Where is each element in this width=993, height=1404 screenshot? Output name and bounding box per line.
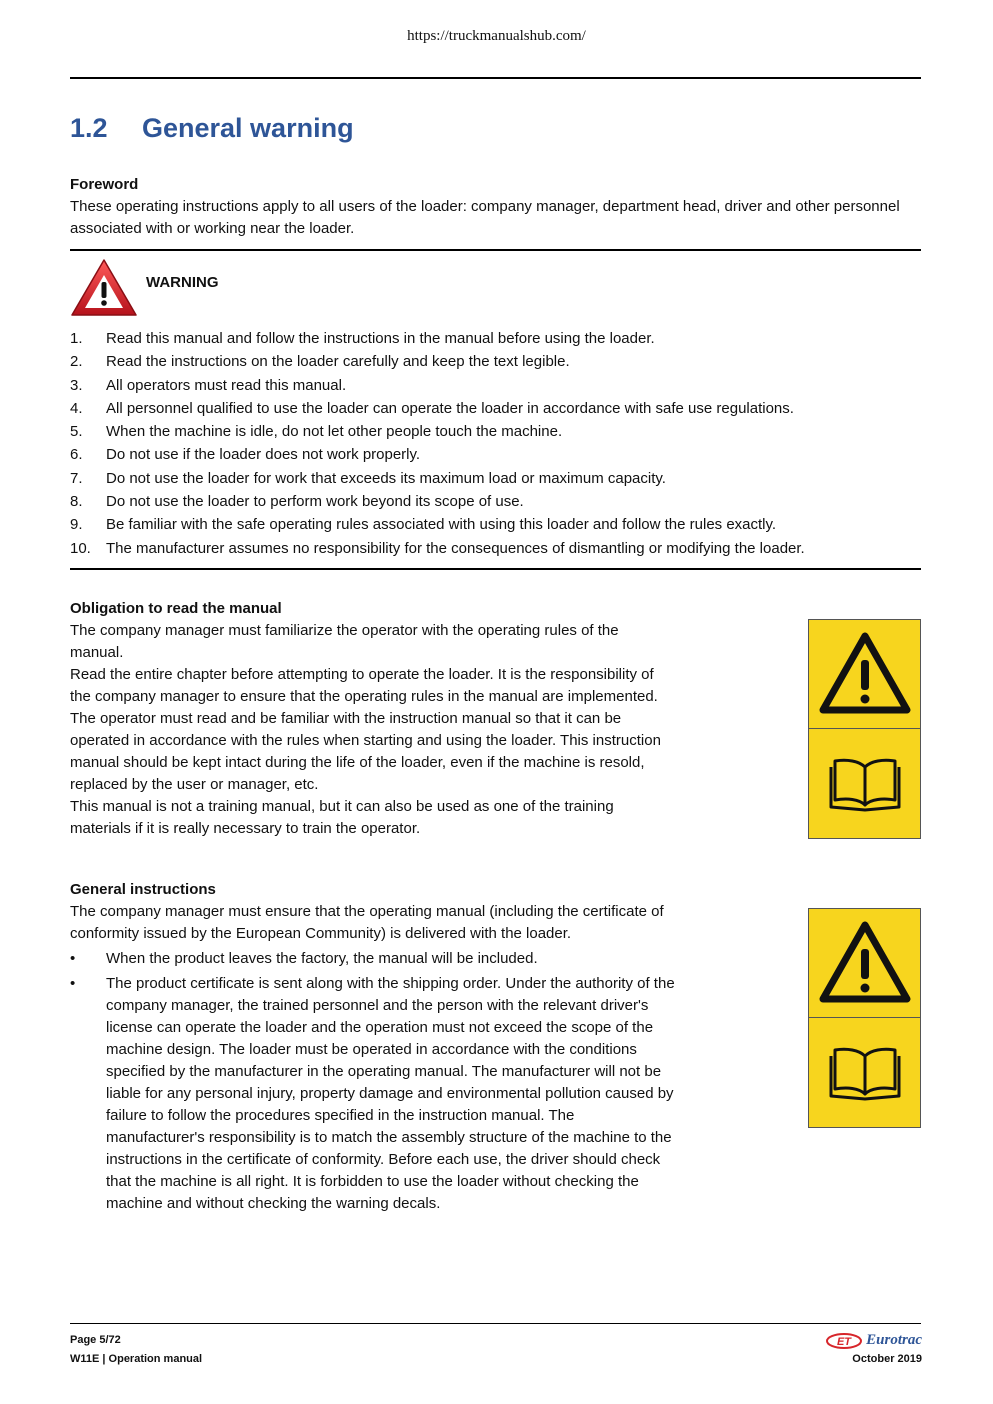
list-item (70, 973, 675, 1215)
read-manual-decal (808, 619, 921, 839)
warning-label: WARNING (146, 274, 219, 291)
list-item (70, 537, 921, 560)
foreword-block (70, 174, 922, 240)
eurotrac-logo-icon (826, 1333, 862, 1349)
warning-triangle-icon (817, 630, 913, 720)
list-text: Read this manual and follow the instructions in the manual before using the loader. (106, 330, 655, 347)
obligation-paragraph: This manual is not a training manual, but it can also be used as one of the training materials if it is really necessary to train the operator. (70, 798, 614, 837)
list-number: 1. (70, 330, 83, 347)
list-number: 10. (70, 539, 91, 557)
warning-header (70, 258, 921, 318)
warning-triangle-icon (70, 258, 138, 318)
footer-divider (70, 1323, 921, 1324)
document-date: October 2019 (852, 1353, 922, 1365)
list-number: 2. (70, 353, 83, 371)
warning-list (70, 327, 921, 560)
general-intro: The company manager must ensure that the operating manual (including the certificate of conformity issued by the European Community) is delivered with the loader. (70, 903, 664, 942)
list-text: Read the instructions on the loader carefully and keep the text legible. (106, 353, 570, 371)
obligation-paragraph: Read the entire chapter before attempting to operate the loader. It is the responsibility of the company manager to ensure that the operating rules in the manual are implemented. The operator must read and be familiar with the instruction manual so that it can be operated in accordance with the rules when starting and using the loader. This instruction manual should be kept intact during the life of the loader, even if the machine is resold, replaced by the user or manager, etc. (70, 666, 661, 793)
list-number: 7. (70, 469, 83, 487)
general-title: General instructions (70, 881, 216, 898)
list-item (70, 490, 921, 513)
foreword-text: These operating instructions apply to all users of the loader: company manager, department head, driver and other personnel associated with or working near the loader. (70, 198, 900, 237)
warning-top-divider (70, 249, 921, 251)
list-text: All personnel qualified to use the loader can operate the loader in accordance with safe use regulations. (106, 399, 794, 417)
list-item (70, 513, 921, 536)
read-manual-decal (808, 908, 921, 1128)
bullet-mark: • (70, 975, 76, 992)
bullet-mark: • (70, 950, 76, 967)
warning-bottom-divider (70, 568, 921, 570)
brand-name: Eurotrac (866, 1332, 922, 1348)
list-text: When the product leaves the factory, the manual will be included. (106, 950, 538, 967)
list-number: 5. (70, 423, 83, 441)
header-url[interactable]: https://truckmanualshub.com/ (407, 28, 586, 44)
page-number: Page 5/72 (70, 1334, 121, 1346)
open-book-icon (825, 755, 905, 815)
list-number: 9. (70, 516, 83, 534)
obligation-paragraph: The company manager must familiarize the operator with the operating rules of the manual. (70, 622, 619, 661)
list-text: All operators must read this manual. (106, 376, 347, 394)
general-bullet-list (70, 948, 675, 1215)
footer-right (826, 1331, 922, 1369)
list-text: The manufacturer assumes no responsibility for the consequences of dismantling or modifying the loader. (106, 539, 805, 557)
list-number: 4. (70, 399, 83, 417)
footer-left (70, 1331, 202, 1369)
open-book-icon (825, 1044, 905, 1104)
list-item (70, 467, 921, 490)
list-item (70, 948, 675, 970)
list-text: The product certificate is sent along with the shipping order. Under the authority of the company manager, the trained personnel and the person with the relevant driver's license can operate the loader and the operation must not exceed the scope of the machine design. The loader must be operated in accordance with the conditions specified by the manufacturer in the operating manual. The manufacturer will not be liable for any personal injury, property damage and environmental pollution caused by failure to follow the procedures specified in the instruction manual. The manufacturer's responsibility is to match the assembly structure of the machine to the instructions in the certificate of conformity. Before each use, the driver should check that the machine is all right. It is forbidden to use the loader without checking the machine and without checking the warning decals. (106, 975, 675, 1212)
section-number: 1.2 (70, 113, 108, 143)
list-number: 6. (70, 446, 83, 464)
section-heading (70, 113, 354, 144)
obligation-section (70, 598, 675, 840)
foreword-title: Foreword (70, 176, 139, 193)
list-item (70, 350, 921, 373)
brand-logo (826, 1331, 922, 1350)
list-text: Do not use the loader to perform work beyond its scope of use. (106, 493, 524, 511)
list-item (70, 374, 921, 397)
header-divider (70, 77, 921, 79)
general-section (70, 879, 675, 1218)
section-title: General warning (142, 113, 354, 143)
list-item (70, 443, 921, 466)
warning-triangle-icon (817, 919, 913, 1009)
list-item (70, 420, 921, 443)
list-item (70, 397, 921, 420)
list-text: When the machine is idle, do not let other people touch the machine. (106, 423, 563, 441)
list-text: Be familiar with the safe operating rules associated with using this loader and follow the rules exactly. (106, 516, 777, 534)
logo-mark: ET (837, 1335, 852, 1348)
list-text: Do not use if the loader does not work properly. (106, 446, 421, 464)
document-name: W11E | Operation manual (70, 1353, 203, 1365)
list-number: 8. (70, 493, 83, 511)
list-text: Do not use the loader for work that exceeds its maximum load or maximum capacity. (106, 469, 666, 487)
obligation-title: Obligation to read the manual (70, 600, 282, 617)
list-item (70, 327, 921, 350)
list-number: 3. (70, 376, 83, 394)
